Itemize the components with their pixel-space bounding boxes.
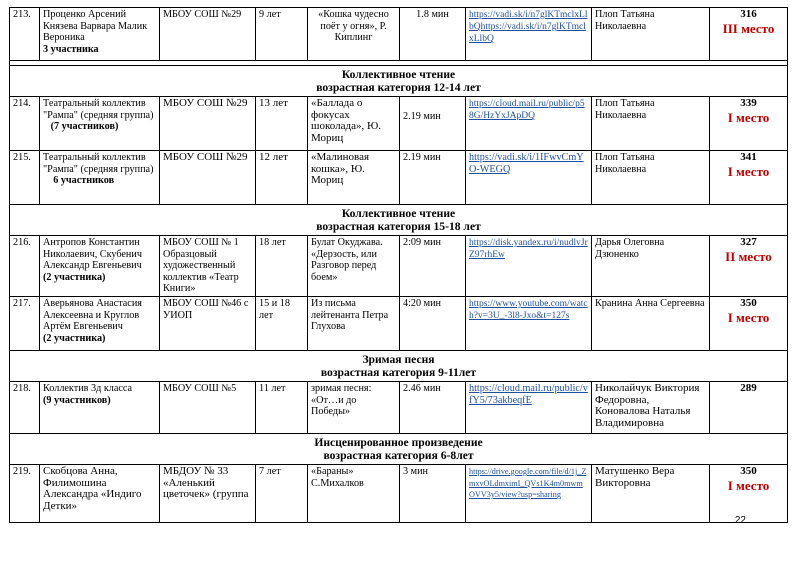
teacher: Матушенко Вера Викторовна (592, 464, 710, 522)
video-link[interactable]: https://disk.yandex.ru/i/nudlvJrZ97rhEw (466, 236, 592, 297)
score-cell: 350 I место (710, 296, 788, 350)
video-link[interactable]: https://vadi.sk/i/1IFwvCmYO-WEGQ (466, 151, 592, 205)
work-title: «Баллада о фокусах шоколада», Ю. Мориц (308, 97, 400, 151)
teacher: Дарья Олеговна Дзюненко (592, 236, 710, 297)
place-badge: I место (727, 477, 770, 493)
work-title: «Бараны» С.Михалков (308, 464, 400, 522)
place-badge: III место (722, 20, 775, 36)
participant-count: (7 участников) (50, 121, 119, 133)
participant-count: 3 участника (43, 43, 99, 55)
section-category: возрастная категория 12-14 лет (316, 81, 481, 94)
work-title: зримая песня: «От…и до Победы» (308, 381, 400, 433)
section-category: возрастная категория 6-8лет (323, 448, 474, 462)
section-header (10, 433, 788, 464)
row-number: 216. (10, 236, 40, 297)
row-number: 213. (10, 8, 40, 61)
section-category: возрастная категория 9-11лет (320, 365, 477, 379)
teacher: Кранина Анна Сергеевна (592, 296, 710, 350)
duration: 2.46 мин (400, 381, 466, 433)
teacher: Плоп Татьяна Николаевна (592, 97, 710, 151)
video-link[interactable]: https://www.youtube.com/watch?v=3U_-3l8-Jxo&t=127s (466, 296, 592, 350)
age: 11 лет (256, 381, 308, 433)
place-badge: II место (725, 248, 772, 264)
work-title: «Кошка чудесно поёт у огня», Р. Киплинг (308, 8, 400, 61)
work-title: Булат Окуджава. «Дерзость, или Разговор перед боем» (308, 236, 400, 297)
participant-names: Театральный коллектив "Рампа" (средняя группа) 6 участников (40, 151, 160, 205)
school: МБОУ СОШ №46 с УИОП (160, 296, 256, 350)
table-row (10, 464, 788, 522)
participant-count: (9 участников) (43, 394, 111, 406)
work-title: Из письма лейтенанта Петра Глухова (308, 296, 400, 350)
school: МБОУ СОШ №29 (160, 97, 256, 151)
teacher: Плоп Татьяна Николаевна (592, 8, 710, 61)
participant-count: 6 участников (53, 175, 115, 187)
table-row (10, 97, 788, 151)
place-badge: I место (727, 309, 770, 325)
row-number: 217. (10, 296, 40, 350)
participant-names: Театральный коллектив "Рампа" (средняя группа) (7 участников) (40, 97, 160, 151)
table-row (10, 381, 788, 433)
place-badge: I место (727, 163, 770, 179)
video-link[interactable]: https://cloud.mail.ru/public/p58G/HzYxJApDQ (466, 97, 592, 151)
section-title: Инсценированное произведение (314, 435, 483, 449)
teacher: Николайчук Виктория Федоровна, Коновалова Наталья Владимировна (592, 381, 710, 433)
teacher: Плоп Татьяна Николаевна (592, 151, 710, 205)
score-cell: 339 I место (710, 97, 788, 151)
row-number: 214. (10, 97, 40, 151)
duration: 3 мин (400, 464, 466, 522)
age: 18 лет (256, 236, 308, 297)
video-link[interactable]: https://drive.google.com/file/d/1j_ZmxvOLdmximI_QVs1K4m0mwmOVV3y5/view?usp=sharing (466, 464, 592, 522)
section-header (10, 350, 788, 381)
score-cell: 350 I место (710, 464, 788, 522)
section-title: Зримая песня (362, 352, 435, 366)
school: МБОУ СОШ № 1 Образцовый художественный коллектив «Театр Книги» (160, 236, 256, 297)
row-number: 215. (10, 151, 40, 205)
table-row (10, 151, 788, 205)
section-category: возрастная категория 15-18 лет (316, 220, 481, 233)
score-cell: 316 III место (710, 8, 788, 61)
age: 7 лет (256, 464, 308, 522)
age: 15 и 18 лет (256, 296, 308, 350)
duration: 2.19 мин (400, 97, 466, 151)
participant-names: Коллектив 3д класса (9 участников) (40, 381, 160, 433)
row-number: 219. (10, 464, 40, 522)
row-number: 218. (10, 381, 40, 433)
age: 12 лет (256, 151, 308, 205)
results-table (9, 7, 787, 523)
section-title: Коллективное чтение (341, 207, 456, 220)
page-number: 22 (734, 515, 746, 526)
school: МБОУ СОШ №29 (160, 8, 256, 61)
table-row (10, 296, 788, 350)
section-title: Коллективное чтение (341, 68, 456, 81)
age: 9 лет (256, 8, 308, 61)
score-cell: 327 II место (710, 236, 788, 297)
school: МБОУ СОШ №5 (160, 381, 256, 433)
section-header (10, 66, 788, 97)
participant-count: (2 участника) (43, 332, 106, 344)
duration: 1.8 мин (400, 8, 466, 61)
score-cell: 341 I место (710, 151, 788, 205)
duration: 2.19 мин (400, 151, 466, 205)
participant-names: Аверьянова Анастасия Алексеевна и Круглов Артём Евгеньевич (2 участника) (40, 296, 160, 350)
age: 13 лет (256, 97, 308, 151)
participant-count: (2 участника) (43, 271, 106, 283)
participant-names: Проценко Арсений Князева Варвара Малик Вероника 3 участника (40, 8, 160, 61)
section-header (10, 205, 788, 236)
score-cell: 289 (710, 381, 788, 433)
participant-names: Скобцова Анна, Филимошина Александра «Индиго Детки» (40, 464, 160, 522)
video-link[interactable]: https://cloud.mail.ru/public/vfY5/73akbeqfE (466, 381, 592, 433)
table-row (10, 236, 788, 297)
participant-names: Антропов Константин Николаевич, Скубенич Александр Евгеньевич (2 участника) (40, 236, 160, 297)
table-row (10, 8, 788, 61)
place-badge: I место (727, 109, 770, 125)
work-title: «Малиновая кошка», Ю. Мориц (308, 151, 400, 205)
video-link[interactable]: https://vadi.sk/i/n7glKTmclxLlbQhttps://vadi.sk/i/n7glKTmclxLlbQ (466, 8, 592, 61)
school: МБДОУ № 33 «Аленький цветочек» (группа (160, 464, 256, 522)
duration: 4:20 мин (400, 296, 466, 350)
school: МБОУ СОШ №29 (160, 151, 256, 205)
duration: 2:09 мин (400, 236, 466, 297)
